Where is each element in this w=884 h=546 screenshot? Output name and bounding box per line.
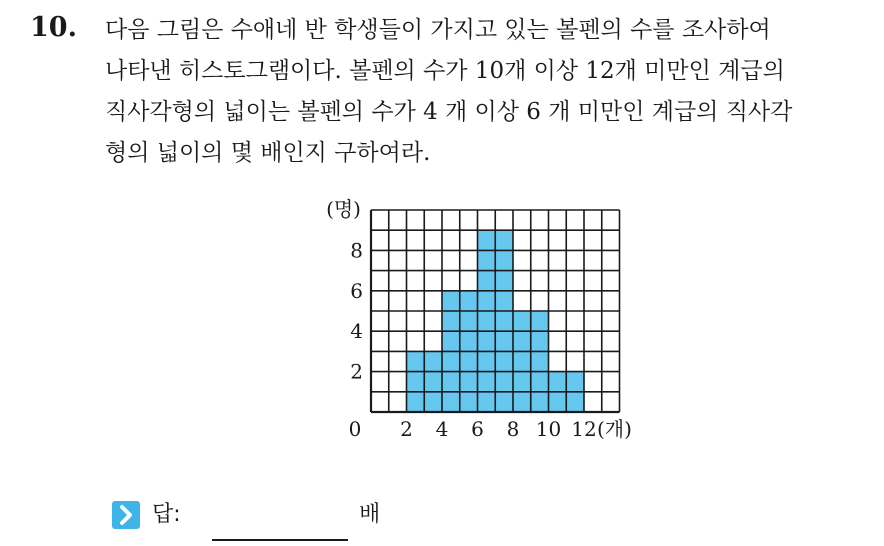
- y-tick-label: 4: [350, 319, 363, 344]
- question-line: 다음 그림은 수애네 반 학생들이 가지고 있는 볼펜의 수를 조사하여: [105, 17, 771, 43]
- x-tick-label: 4: [435, 417, 449, 441]
- answer-blank[interactable]: [212, 539, 348, 541]
- answer-label: 답:: [152, 502, 181, 527]
- y-tick-label: 6: [350, 278, 363, 303]
- answer-unit: 배: [359, 502, 381, 527]
- question-number: 10.: [30, 12, 77, 43]
- question-line: 형의 넓이의 몇 배인지 구하여라.: [105, 140, 431, 166]
- x-tick-label: 0: [348, 417, 362, 441]
- arrow-right-icon: [112, 501, 140, 529]
- x-axis-unit: (개): [597, 417, 632, 441]
- x-tick-label: 10: [535, 417, 562, 441]
- x-tick-label: 2: [400, 417, 413, 441]
- x-tick-label: 6: [471, 417, 484, 441]
- y-tick-label: 2: [350, 359, 363, 384]
- x-tick-label: 12: [571, 417, 597, 441]
- y-axis-unit: (명): [326, 197, 361, 221]
- histogram-chart: [300, 190, 650, 450]
- question-line: 나타낸 히스토그램이다. 볼펜의 수가 10개 이상 12개 미만인 계급의: [105, 58, 785, 84]
- question-line: 직사각형의 넓이는 볼펜의 수가 4 개 이상 6 개 미만인 계급의 직사각: [105, 99, 793, 125]
- question-text: [105, 10, 875, 174]
- x-tick-label: 8: [506, 417, 520, 441]
- answer-row: [112, 497, 512, 537]
- y-tick-label: 8: [350, 238, 363, 263]
